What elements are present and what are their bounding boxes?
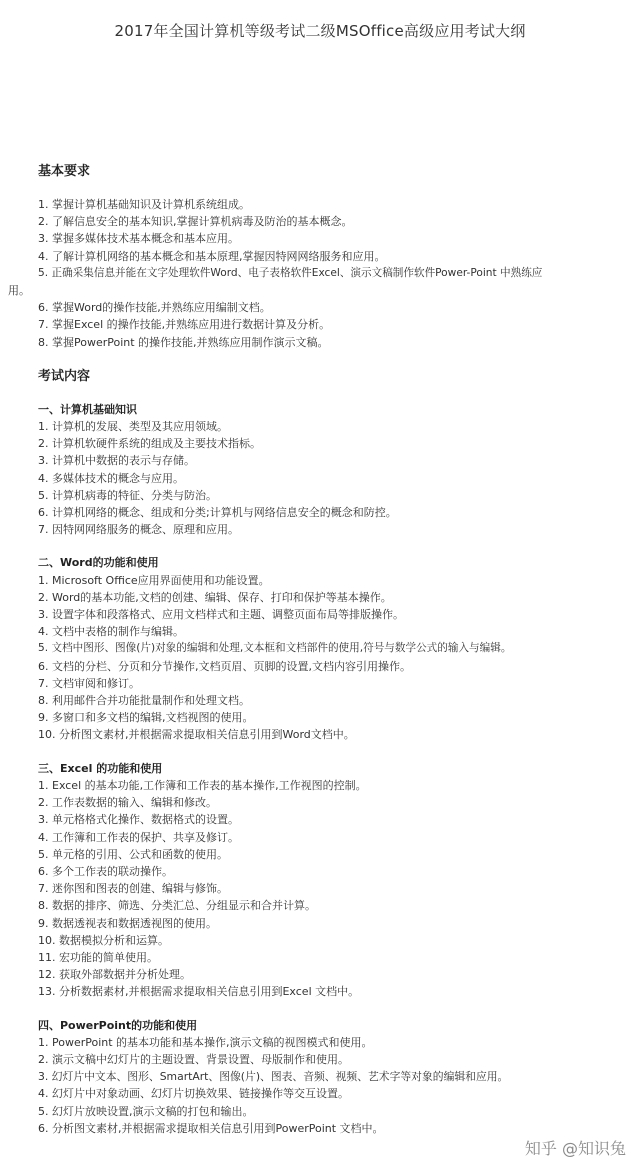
content-item: 10. 分析图文素材,并根据需求提取相关信息引用到Word文档中。: [38, 728, 355, 742]
content-item: 2. Word的基本功能,文档的创建、编辑、保存、打印和保护等基本操作。: [38, 590, 392, 604]
content-item: 6. 计算机网络的概念、组成和分类;计算机与网络信息安全的概念和防控。: [38, 506, 397, 520]
content-item: 12. 获取外部数据并分析处理。: [38, 968, 191, 982]
content-item: 10. 数据模拟分析和运算。: [38, 933, 169, 947]
requirement-item: 4. 了解计算机网络的基本概念和基本原理,掌握因特网网络服务和应用。: [38, 249, 386, 263]
content-item: 6. 文档的分栏、分页和分节操作,文档页眉、页脚的设置,文档内容引用操作。: [38, 659, 411, 673]
requirement-item: 6. 掌握Word的操作技能,并熟练应用编制文档。: [38, 301, 271, 315]
content-item: 2. 演示文稿中幻灯片的主题设置、背景设置、母版制作和使用。: [38, 1052, 349, 1066]
requirement-item: 8. 掌握PowerPoint 的操作技能,并熟练应用制作演示文稿。: [38, 335, 329, 349]
requirement-item-continuation: 用。: [8, 284, 30, 298]
content-item: 13. 分析数据素材,并根据需求提取相关信息引用到Excel 文档中。: [38, 985, 360, 999]
content-item: 3. 单元格格式化操作、数据格式的设置。: [38, 813, 239, 827]
content-item: 1. 计算机的发展、类型及其应用领域。: [38, 420, 228, 434]
content-item: 5. 单元格的引用、公式和函数的使用。: [38, 847, 228, 861]
section-title: 三、Excel 的功能和使用: [38, 761, 163, 775]
content-item: 4. 幻灯片中对象动画、幻灯片切换效果、链接操作等交互设置。: [38, 1087, 349, 1101]
requirement-item: 7. 掌握Excel 的操作技能,并熟练应用进行数据计算及分析。: [38, 318, 331, 332]
document-title: 2017年全国计算机等级考试二级MSOffice高级应用考试大纲: [114, 22, 526, 40]
section-title: 二、Word的功能和使用: [38, 556, 159, 570]
content-item: 3. 设置字体和段落格式、应用文档样式和主题、调整页面布局等排版操作。: [38, 608, 404, 622]
content-item: 4. 文档中表格的制作与编辑。: [38, 625, 184, 639]
content-item: 7. 文档审阅和修订。: [38, 676, 140, 690]
document-body: [8, 162, 636, 1137]
content-item: 1. Microsoft Office应用界面使用和功能设置。: [38, 573, 270, 587]
content-item: 3. 计算机中数据的表示与存储。: [38, 454, 195, 468]
watermark: 知乎 @知识兔: [524, 1139, 626, 1158]
content-item: 6. 分析图文素材,并根据需求提取相关信息引用到PowerPoint 文档中。: [38, 1121, 384, 1135]
content-item: 2. 计算机软硬件系统的组成及主要技术指标。: [38, 437, 261, 451]
requirement-item: 1. 掌握计算机基础知识及计算机系统组成。: [38, 198, 250, 211]
content-item: 11. 宏功能的简单使用。: [38, 950, 158, 964]
content-item: 9. 多窗口和多文档的编辑,文档视图的使用。: [38, 711, 254, 725]
content-item: 5. 幻灯片放映设置,演示文稿的打包和输出。: [38, 1104, 254, 1118]
exam-content-heading: 考试内容: [38, 368, 91, 384]
content-item: 9. 数据透视表和数据透视图的使用。: [38, 916, 217, 930]
content-item: 5. 文档中图形、图像(片)对象的编辑和处理,文本框和文档部件的使用,符号与数学公式的输入与编辑。: [38, 642, 512, 655]
content-item: 1. Excel 的基本功能,工作簿和工作表的基本操作,工作视图的控制。: [38, 778, 367, 792]
content-item: 6. 多个工作表的联动操作。: [38, 864, 173, 878]
content-item: 2. 工作表数据的输入、编辑和修改。: [38, 796, 217, 810]
content-item: 5. 计算机病毒的特征、分类与防治。: [38, 488, 217, 502]
content-item: 4. 工作簿和工作表的保护、共享及修订。: [38, 830, 239, 844]
requirement-item: 3. 掌握多媒体技术基本概念和基本应用。: [38, 232, 239, 246]
section-title: 四、PowerPoint的功能和使用: [38, 1018, 198, 1032]
content-item: 3. 幻灯片中文本、图形、SmartArt、图像(片)、图表、音频、视频、艺术字等对象的编辑和应用。: [38, 1070, 509, 1084]
content-item: 8. 数据的排序、筛选、分类汇总、分组显示和合并计算。: [38, 899, 316, 913]
requirement-item: 2. 了解信息安全的基本知识,掌握计算机病毒及防治的基本概念。: [38, 215, 353, 229]
content-item: 7. 因特网网络服务的概念、原理和应用。: [38, 523, 239, 537]
content-item: 1. PowerPoint 的基本功能和基本操作,演示文稿的视图模式和使用。: [38, 1035, 373, 1049]
content-item: 7. 迷你图和图表的创建、编辑与修饰。: [38, 882, 228, 896]
basic-requirements-heading: 基本要求: [38, 164, 91, 179]
content-item: 8. 利用邮件合并功能批量制作和处理文档。: [38, 694, 250, 708]
section-title: 一、计算机基础知识: [38, 402, 137, 416]
content-item: 4. 多媒体技术的概念与应用。: [38, 471, 184, 485]
requirement-item: 5. 正确采集信息并能在文字处理软件Word、电子表格软件Excel、演示文稿制作软件Power-Point 中熟练应: [38, 266, 543, 279]
